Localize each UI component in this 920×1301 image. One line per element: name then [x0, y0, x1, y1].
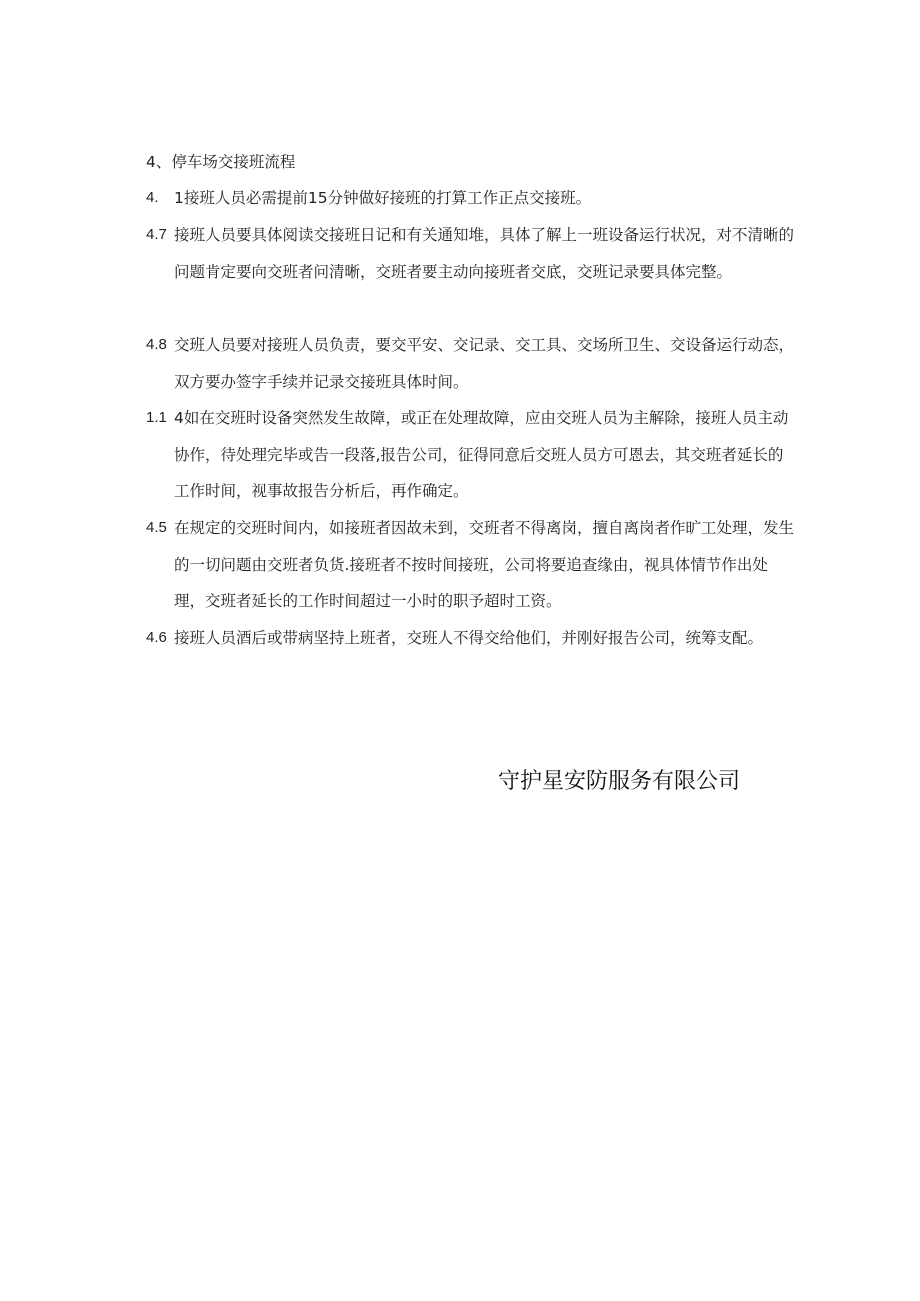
item-text: 接班人员酒后或带病坚持上班者，交班人不得交给他们，并刚好报告公司，统筹支配。 [174, 629, 764, 647]
procedure-item [146, 400, 796, 510]
item-number: 4. [146, 189, 159, 206]
procedure-item [146, 217, 796, 290]
procedure-item [146, 180, 796, 217]
item-number: 4.7 [146, 226, 167, 243]
item-text: 接班人员要具体阅读交接班日记和有关通知堆，具体了解上一班设备运行状况，对不清晰的问题肯定要向交班者问清晰，交班者要主动向接班者交底，交班记录要具体完整。 [174, 226, 795, 281]
item-text: 4如在交班时设备突然发生故障，或正在处理故障，应由交班人员为主解除，接班人员主动协作，待处理完毕或告一段落,报告公司，征得同意后交班人员方可恩去，其交班者延长的工作时间，视事故报告分析后，再作确定。 [174, 409, 789, 500]
section-heading: 4、停车场交接班流程 [146, 153, 296, 171]
item-number: 4.8 [146, 336, 167, 353]
item-text: 交班人员要对接班人员负责，要交平安、交记录、交工具、交场所卫生、交设备运行动态，双方要办签字手续并记录交接班具体时间。 [174, 336, 795, 391]
procedure-item [146, 510, 796, 620]
item-number: 4.6 [146, 629, 167, 646]
company-signature: 守护星安防服务有限公司 [498, 769, 741, 794]
item-number: 4.5 [146, 519, 167, 536]
item-text: 在规定的交班时间内，如接班者因故未到，交班者不得离岗，擅自离岗者作旷工处理，发生的一切问题由交班者负货.接班者不按时间接班，公司将要追查缘由，视具体情节作出处理，交班者延长的工作时间超过一小时的职予超时工资。 [174, 519, 795, 610]
procedure-item [146, 620, 796, 657]
item-number: 1.1 [146, 409, 167, 426]
procedure-item [146, 327, 796, 400]
item-text: 1接班人员必需提前15分钟做好接班的打算工作正点交接班。 [174, 189, 592, 207]
